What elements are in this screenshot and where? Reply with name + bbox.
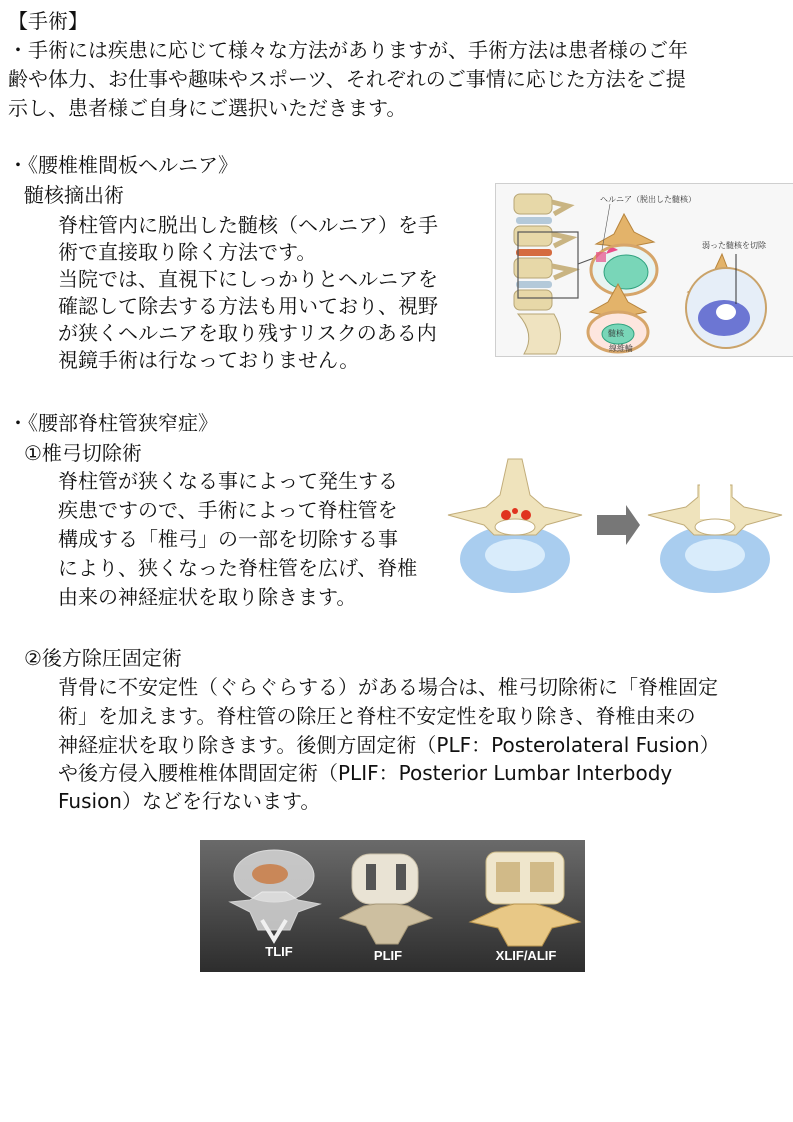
discectomy-text-2: 術で直接取り除く方法です。 (58, 240, 317, 264)
fusion-text-1: 背骨に不安定性（ぐらぐらする）がある場合は、椎弓切除術に「脊椎固定 (58, 675, 718, 699)
procedure-title-discectomy: 髄核摘出術 (24, 183, 124, 207)
laminectomy-text-5: 由来の神経症状を取り除きます。 (58, 585, 357, 609)
laminectomy-text-2: 疾患ですので、手術によって脊柱管を (58, 498, 398, 522)
fusion-text-4: や後方侵入腰椎椎体間固定術（PLIF：Posterior Lumbar Interbody (58, 761, 673, 785)
procedure-title-posterior-fusion: ②後方除圧固定術 (24, 646, 182, 670)
laminectomy-text-1: 脊柱管が狭くなる事によって発生する (58, 469, 398, 493)
tlif-label: TLIF (265, 944, 293, 959)
discectomy-text-6: 視鏡手術は行なっておりません。 (58, 348, 360, 372)
xlif-alif-label: XLIF/ALIF (495, 948, 557, 963)
fusion-implants-illustration (200, 840, 585, 972)
nucleus-label: 髄核 (608, 329, 624, 338)
laminectomy-figure (440, 455, 793, 595)
fusion-implants-figure (200, 840, 585, 972)
fusion-text-2: 術」を加えます。脊柱管の除圧と脊柱不安定性を取り除き、脊椎由来の (58, 704, 696, 728)
intro-line-2: 齢や体力、お仕事や趣味やスポーツ、それぞれのご事情に応じた方法をご提 (8, 67, 686, 91)
intro-line-1: ・手術には疾患に応じて様々な方法がありますが、手術方法は患者様のご年 (8, 38, 688, 62)
laminectomy-illustration (440, 455, 793, 595)
procedure-title-laminectomy: ①椎弓切除術 (24, 441, 142, 465)
disc-herniation-illustration (496, 184, 793, 356)
vertebra-after (648, 475, 782, 593)
laminectomy-text-4: により、狭くなった脊柱管を広げ、脊椎 (58, 556, 418, 580)
discectomy-text-4: 確認して除去する方法も用いており、視野 (58, 294, 438, 318)
annulus-label: 線維輪 (609, 344, 633, 353)
excision-label: 弱った髄核を切除 (702, 241, 766, 250)
disc-herniation-figure (495, 183, 793, 357)
plif-label: PLIF (373, 948, 403, 963)
vertebra-before (448, 459, 582, 593)
before-after-arrow (597, 505, 640, 545)
page-title: 【手術】 (8, 9, 88, 33)
laminectomy-text-3: 構成する「椎弓」の一部を切除する事 (58, 527, 398, 551)
section-heading-spinal-stenosis: ・《腰部脊柱管狭窄症》 (8, 411, 218, 435)
intro-line-3: 示し、患者様ご自身にご選択いただきます。 (8, 96, 407, 120)
section-heading-disc-herniation: ・《腰椎椎間板ヘルニア》 (8, 153, 238, 177)
herniation-label: ヘルニア（脱出した髄核） (600, 195, 696, 204)
fusion-text-3: 神経症状を取り除きます。後側方固定術（PLF：Posterolateral Fusion） (58, 733, 720, 757)
discectomy-text-5: が狭くヘルニアを取り残すリスクのある内 (58, 321, 437, 345)
discectomy-text-1: 脊柱管内に脱出した髄核（ヘルニア）を手 (58, 213, 438, 237)
discectomy-text-3: 当院では、直視下にしっかりとヘルニアを (58, 267, 438, 291)
fusion-text-5: Fusion）などを行ないます。 (58, 789, 321, 813)
